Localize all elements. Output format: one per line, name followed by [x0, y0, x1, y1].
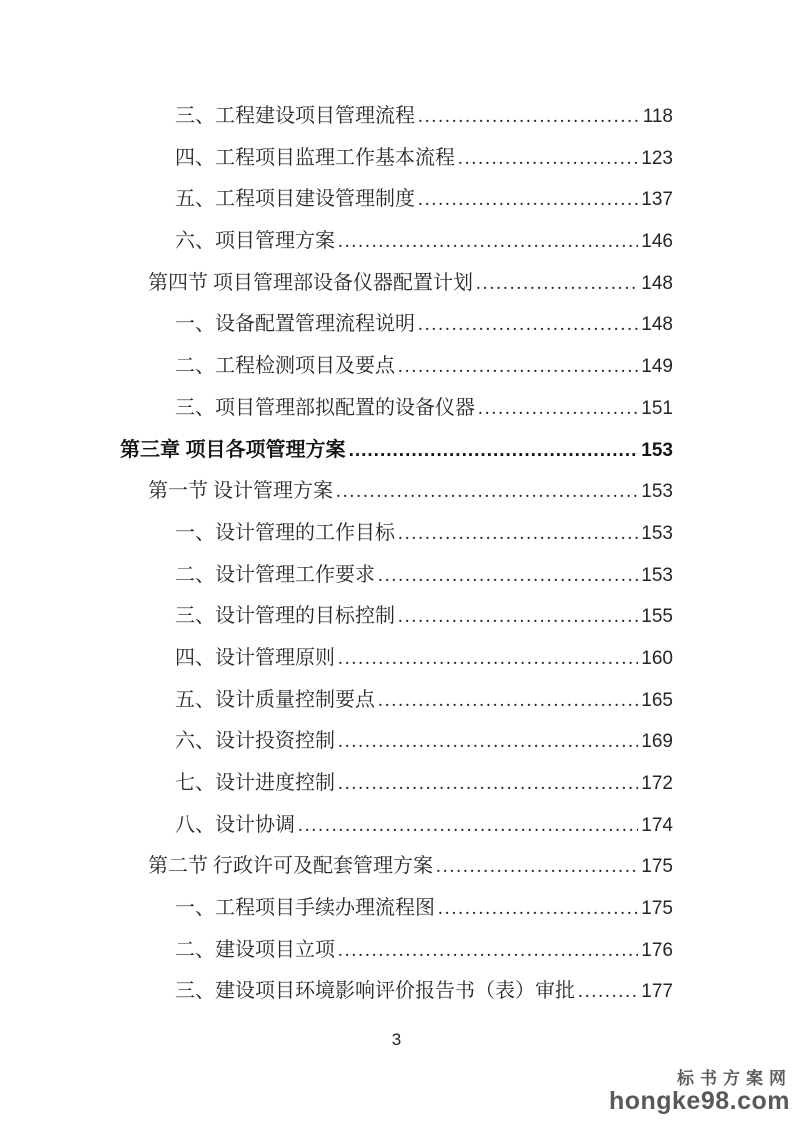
toc-entry-label: 三、项目管理部拟配置的设备仪器: [175, 396, 475, 419]
watermark-site-name: 标书方案网: [677, 1068, 792, 1088]
toc-entry-page: 176: [641, 939, 673, 961]
toc-entry-page: 153: [641, 439, 673, 461]
toc-dot-leader: [338, 763, 638, 805]
toc-entry-label: 四、设计管理原则: [175, 646, 335, 669]
toc-entry-section-18[interactable]: [120, 846, 673, 888]
toc-entry-page: 151: [641, 397, 673, 419]
toc-entry-page: 153: [641, 522, 673, 544]
toc-entry-page: 137: [641, 189, 673, 211]
toc-entry-label: 三、建设项目环境影响评价报告书（表）审批: [175, 980, 575, 1003]
toc-entry-page: 172: [641, 773, 673, 794]
toc-entry-label: 第一节 设计管理方案: [148, 480, 333, 503]
toc-entry-item-12[interactable]: [120, 596, 673, 638]
toc-dot-leader: [338, 638, 638, 680]
table-of-contents: [120, 96, 673, 1013]
toc-entry-chapter-8[interactable]: [120, 430, 673, 472]
toc-dot-leader: [418, 179, 638, 221]
toc-entry-page: 160: [641, 647, 673, 669]
toc-entry-item-11[interactable]: [120, 555, 673, 597]
toc-entry-item-14[interactable]: [120, 680, 673, 722]
toc-entry-label: 三、设计管理的目标控制: [175, 605, 395, 628]
toc-entry-label: 六、设计投资控制: [175, 730, 335, 753]
toc-entry-item-17[interactable]: [120, 805, 673, 847]
toc-dot-leader: [338, 221, 638, 263]
toc-entry-item-6[interactable]: [120, 346, 673, 388]
toc-entry-section-4[interactable]: [120, 263, 673, 305]
toc-entry-item-7[interactable]: [120, 388, 673, 430]
toc-entry-page: 153: [641, 564, 673, 586]
toc-entry-page: 149: [641, 356, 673, 378]
toc-entry-item-15[interactable]: [120, 721, 673, 763]
toc-dot-leader: [478, 388, 638, 430]
toc-entry-page: 175: [641, 856, 673, 878]
toc-entry-label: 一、工程项目手续办理流程图: [175, 897, 435, 920]
toc-entry-label: 三、工程建设项目管理流程: [175, 105, 415, 127]
toc-entry-label: 四、工程项目监理工作基本流程: [175, 146, 455, 169]
toc-dot-leader: [349, 430, 639, 472]
toc-entry-page: 148: [641, 272, 673, 294]
toc-dot-leader: [298, 805, 638, 847]
toc-dot-leader: [476, 263, 638, 305]
toc-entry-label: 第二节 行政许可及配套管理方案: [148, 855, 433, 878]
toc-entry-page: 146: [641, 231, 673, 253]
toc-dot-leader: [436, 846, 638, 888]
toc-dot-leader: [418, 96, 640, 138]
toc-dot-leader: [338, 721, 638, 763]
toc-dot-leader: [338, 930, 638, 972]
toc-entry-page: 118: [642, 106, 673, 127]
toc-entry-label: 一、设备配置管理流程说明: [175, 313, 415, 336]
toc-entry-section-9[interactable]: [120, 471, 673, 513]
toc-dot-leader: [578, 971, 638, 1013]
toc-entry-page: 155: [641, 606, 673, 628]
toc-entry-item-13[interactable]: [120, 638, 673, 680]
toc-entry-item-19[interactable]: [120, 888, 673, 930]
toc-dot-leader: [336, 471, 638, 513]
toc-dot-leader: [398, 513, 638, 555]
toc-entry-label: 五、设计质量控制要点: [175, 688, 375, 711]
toc-entry-item-10[interactable]: [120, 513, 673, 555]
toc-dot-leader: [398, 346, 638, 388]
toc-dot-leader: [378, 555, 638, 597]
toc-entry-page: 165: [641, 689, 673, 711]
toc-entry-label: 七、设计进度控制: [175, 772, 335, 794]
toc-entry-item-20[interactable]: [120, 930, 673, 972]
toc-entry-page: 169: [641, 731, 673, 753]
footer-page-number: 3: [391, 1030, 402, 1049]
toc-entry-label: 二、工程检测项目及要点: [175, 355, 395, 378]
toc-entry-page: 153: [641, 481, 673, 503]
toc-entry-label: 八、设计协调: [175, 813, 295, 836]
toc-dot-leader: [378, 680, 638, 722]
toc-entry-item-0[interactable]: [120, 96, 673, 138]
toc-dot-leader: [458, 138, 638, 180]
toc-entry-item-2[interactable]: [120, 179, 673, 221]
toc-entry-label: 第四节 项目管理部设备仪器配置计划: [148, 271, 473, 294]
toc-entry-item-16[interactable]: [120, 763, 673, 805]
toc-entry-item-3[interactable]: [120, 221, 673, 263]
toc-entry-page: 177: [641, 981, 673, 1003]
toc-entry-page: 175: [641, 898, 673, 920]
toc-dot-leader: [418, 304, 638, 346]
toc-entry-page: 123: [641, 147, 673, 169]
toc-entry-page: 148: [641, 314, 673, 336]
toc-entry-label: 一、设计管理的工作目标: [175, 521, 395, 544]
toc-dot-leader: [438, 888, 638, 930]
watermark-site-url: hongke98.com: [608, 1086, 790, 1115]
toc-entry-label: 二、建设项目立项: [175, 938, 335, 961]
watermark: [609, 1070, 790, 1114]
toc-entry-item-5[interactable]: [120, 304, 673, 346]
toc-entry-label: 二、设计管理工作要求: [175, 563, 375, 586]
toc-entry-item-1[interactable]: [120, 138, 673, 180]
toc-entry-label: 第三章 项目各项管理方案: [120, 438, 346, 461]
toc-dot-leader: [398, 596, 638, 638]
toc-entry-label: 五、工程项目建设管理制度: [175, 188, 415, 211]
toc-entry-label: 六、项目管理方案: [175, 230, 335, 253]
toc-entry-page: 174: [641, 814, 673, 836]
toc-entry-item-21[interactable]: [120, 971, 673, 1013]
